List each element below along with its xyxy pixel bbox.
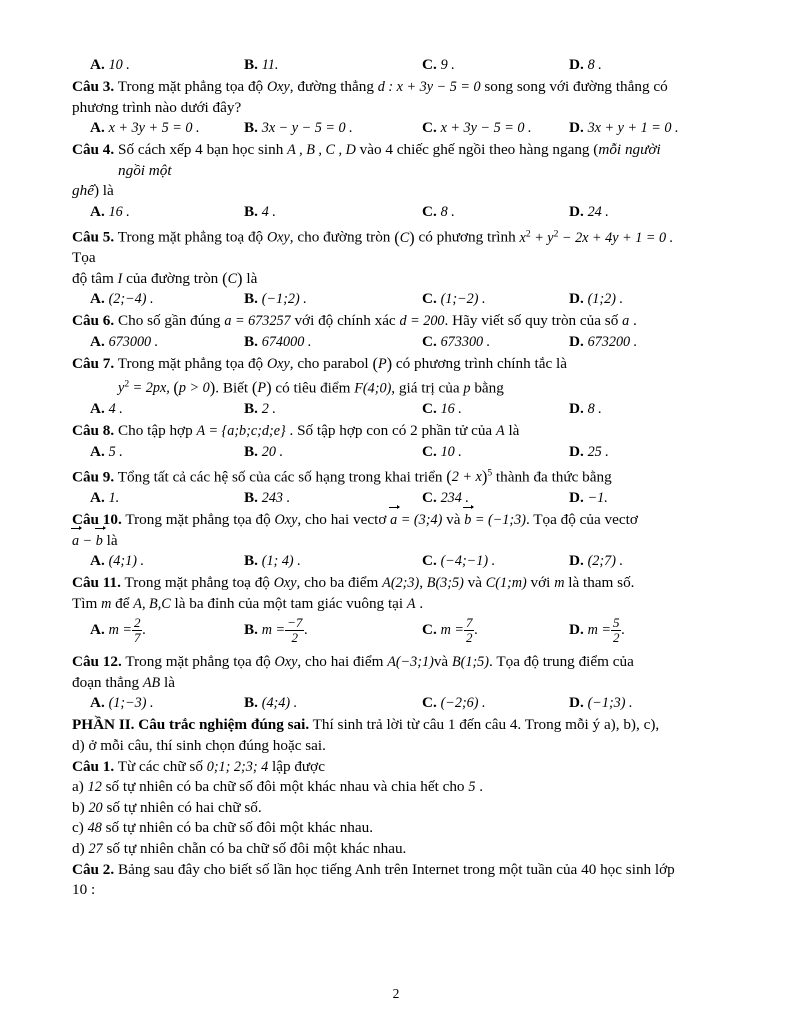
question-cau10-line2: a − b là <box>72 531 740 552</box>
question-cau12-line2: đoạn thẳng AB là <box>72 673 175 691</box>
answer-option-c[interactable]: C. 16 . <box>422 400 462 417</box>
answer-row-cau11 <box>72 614 740 652</box>
answer-row-cau7 <box>72 399 740 421</box>
p2-cau1-item-c[interactable]: c) 48 số tự nhiên có ba chữ số đôi một khác nhau. <box>72 819 374 837</box>
answer-option-a[interactable]: A. 16 . <box>90 202 130 220</box>
answer-option-c[interactable]: C. x + 3y − 5 = 0 . <box>422 119 532 137</box>
question-cau3-line2: phương trình nào dưới đây? <box>72 98 242 116</box>
answer-option-c[interactable]: C. (1;−2) . <box>422 290 486 308</box>
question-cau8: Câu 8. Cho tập hợp A = {a;b;c;d;e} . Số tập hợp con có 2 phần tử của A là <box>72 422 520 439</box>
vector-b-icon: b <box>96 531 103 552</box>
answer-option-a[interactable]: A. 10 . <box>90 56 130 73</box>
p2-cau1-item-b[interactable]: b) 20 số tự nhiên có hai chữ số. <box>72 798 262 816</box>
question-p2-cau2: Câu 2. Bảng sau đây cho biết số lần học tiếng Anh trên Internet trong một tuần của 40 học sinh lớp <box>72 860 675 878</box>
cau5-equation: $x^2 + y^2 - 2x + 4y + 1 = 0$ . <box>519 227 674 246</box>
answer-option-b[interactable]: B. (4;4) . <box>244 694 298 712</box>
vector-a-icon: a <box>72 531 79 552</box>
answer-option-d[interactable]: D. (1;2) . <box>569 290 624 308</box>
answer-row-cau4 <box>72 202 740 224</box>
answer-option-a[interactable]: A. (2;−4) . <box>90 290 154 308</box>
question-cau9: Câu 9. Tổng tất cả các hệ số của các số hạng trong khai triển $(2 + x)^5$ thành đa thức bằng <box>72 467 612 487</box>
answer-option-a[interactable]: A. 673000 . <box>90 333 159 351</box>
question-cau5-line2: Tọa <box>72 249 96 267</box>
answer-option-d[interactable]: D. (−1;3) . <box>569 694 633 712</box>
p2-cau1-item-a[interactable]: a) 12 số tự nhiên có ba chữ số đôi một khác nhau và chia hết cho 5 . <box>72 778 484 796</box>
answer-option-d[interactable]: D. 8 . <box>569 400 602 417</box>
answer-option-b[interactable]: B. 243 . <box>244 488 291 506</box>
p2-cau1-item-d[interactable]: d) 27 số tự nhiên chẵn có ba chữ số đôi một khác nhau. <box>72 840 407 858</box>
answer-row-cau8 <box>72 442 740 464</box>
question-cau12: Câu 12. Trong mặt phẳng tọa độ Oxy, cho hai điểm A(−3;1)và B(1;5). Tọa độ trung điểm của <box>72 653 634 671</box>
answer-option-d[interactable]: D. 3x + y + 1 = 0 . <box>569 119 679 137</box>
answer-row-cau9 <box>72 488 740 510</box>
answer-row-q2 <box>72 55 740 77</box>
answer-option-c[interactable]: C. 10 . <box>422 442 462 460</box>
answer-row-cau3 <box>72 118 740 140</box>
fraction-b: $\frac{-7}{2}$ <box>287 614 303 645</box>
answer-option-c[interactable]: C. 9 . <box>422 56 455 73</box>
question-cau4-line3: ghế) là <box>72 182 114 200</box>
question-cau5-line3: độ tâm I của đường tròn (C) là <box>72 268 258 288</box>
answer-option-b[interactable]: B. 20 . <box>244 442 284 460</box>
question-cau11-line2: Tìm m để A, B,C là ba đỉnh của một tam giác vuông tại A . <box>72 594 424 612</box>
answer-option-c[interactable]: C. 8 . <box>422 202 455 220</box>
question-cau10: Câu 10. Trong mặt phẳng tọa độ Oxy, cho hai vectơ a = (3;4) và b = (−1;3). Tọa độ của vectơ <box>72 510 740 531</box>
vector-b-icon: b <box>464 510 471 531</box>
answer-option-d[interactable]: D. −1. <box>569 488 608 506</box>
answer-option-b[interactable]: B. 11. <box>244 56 279 73</box>
page-content <box>72 55 740 901</box>
answer-option-a[interactable]: A. (4;1) . <box>90 552 145 570</box>
answer-option-b[interactable]: B. 4 . <box>244 202 276 220</box>
question-cau6: Câu 6. Cho số gần đúng a = 673257 với độ chính xác d = 200. Hãy viết số quy tròn của số a . <box>72 312 637 330</box>
answer-option-a[interactable]: A. 4 . <box>90 400 123 417</box>
answer-row-cau5 <box>72 289 740 311</box>
answer-option-a[interactable]: A. x + 3y + 5 = 0 . <box>90 119 200 137</box>
fraction-d: $\frac{5}{2}$ <box>612 614 620 645</box>
cau7-equation: $y^2 = 2px$, (p > 0) <box>118 378 216 398</box>
question-cau5: Câu 5. Trong mặt phẳng toạ độ Oxy, cho đường tròn (C) có phương trình $x^2 + y^2 - 2x + 4y + 1 = 0$ . <box>72 227 674 247</box>
answer-option-b[interactable]: B. (−1;2) . <box>244 290 307 308</box>
answer-option-b[interactable]: B. 2 . <box>244 400 276 417</box>
answer-option-b[interactable]: B. (1; 4) . <box>244 552 301 570</box>
question-cau4-line2: ngồi một <box>118 161 172 179</box>
answer-option-d[interactable]: D. (2;7) . <box>569 552 624 570</box>
question-p2-cau1: Câu 1. Từ các chữ số 0;1; 2;3; 4 lập được <box>72 757 325 775</box>
answer-option-d[interactable]: D. m = $\frac{5}{2}$ . <box>569 614 625 645</box>
question-p2-cau2-line2: 10 : <box>72 881 96 899</box>
answer-option-a[interactable]: A. (1;−3) . <box>90 694 154 712</box>
answer-option-d[interactable]: D. 24 . <box>569 202 609 220</box>
question-cau3: Câu 3. Trong mặt phẳng tọa độ Oxy, đường thẳng d : x + 3y − 5 = 0 song song với đường thẳng có <box>72 78 668 95</box>
answer-option-a[interactable]: A. m = $\frac{2}{7}$ . <box>90 614 146 645</box>
question-cau4: Câu 4. Số cách xếp 4 bạn học sinh A , B , C , D vào 4 chiếc ghế ngồi theo hàng ngang (mỗi người <box>72 141 661 159</box>
answer-option-b[interactable]: B. m = $\frac{-7}{2}$ . <box>244 614 308 645</box>
question-cau11: Câu 11. Trong mặt phẳng toạ độ Oxy, cho ba điểm A(2;3), B(3;5) và C(1;m) với m là tham số. <box>72 574 635 592</box>
answer-option-b[interactable]: B. 674000 . <box>244 333 312 351</box>
question-cau7: Câu 7. Trong mặt phẳng tọa độ Oxy, cho parabol (P) có phương trình chính tắc là <box>72 354 567 374</box>
answer-option-a[interactable]: A. 5 . <box>90 442 123 460</box>
answer-row-cau12 <box>72 693 740 715</box>
vector-a-icon: a <box>390 510 397 531</box>
section-intro-phan2-line2: d) ở mỗi câu, thí sinh chọn đúng hoặc sai. <box>72 737 326 755</box>
answer-option-c[interactable]: C. 234 . <box>422 488 469 506</box>
answer-row-cau6 <box>72 332 740 354</box>
page-number: 2 <box>392 986 400 1001</box>
answer-option-a[interactable]: A. 1. <box>90 488 120 506</box>
answer-option-c[interactable]: C. 673300 . <box>422 333 491 351</box>
answer-option-c[interactable]: C. (−4;−1) . <box>422 552 496 570</box>
answer-row-cau10 <box>72 551 740 573</box>
fraction-a: $\frac{2}{7}$ <box>133 614 141 645</box>
answer-option-c[interactable]: C. m = $\frac{7}{2}$ . <box>422 614 478 645</box>
answer-option-d[interactable]: D. 8 . <box>569 56 602 73</box>
cau9-expression: $(2 + x)^5$ <box>446 467 493 487</box>
question-cau7-line2: $y^2 = 2px$, (p > 0). Biết (P) có tiêu điểm F(4;0), giá trị của p bằng <box>118 378 504 398</box>
answer-option-c[interactable]: C. (−2;6) . <box>422 694 486 712</box>
section-heading-phan2: PHẦN II. Câu trắc nghiệm đúng sai. Thí sinh trả lời từ câu 1 đến câu 4. Trong mỗi ý a), b), c), <box>72 716 660 734</box>
answer-option-d[interactable]: D. 673200 . <box>569 333 638 351</box>
answer-option-d[interactable]: D. 25 . <box>569 442 609 460</box>
answer-option-b[interactable]: B. 3x − y − 5 = 0 . <box>244 119 353 137</box>
fraction-c: $\frac{7}{2}$ <box>465 614 473 645</box>
